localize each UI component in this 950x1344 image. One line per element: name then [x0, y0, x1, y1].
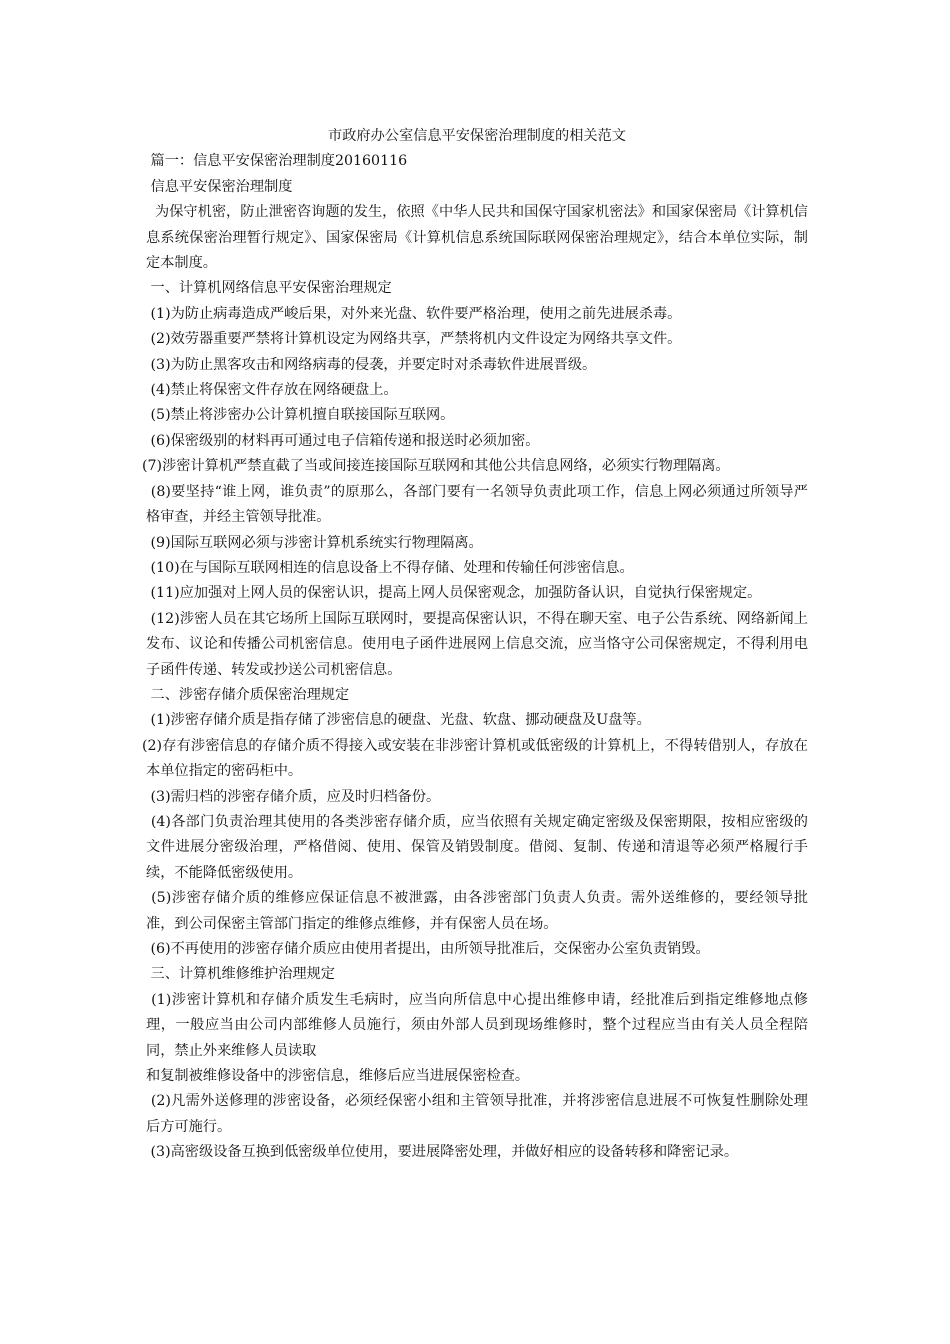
clause-1-8: (8)要坚持“谁上网，谁负责”的原那么，各部门要有一名领导负责此项工作，信息上网必须通过所领导严格审查，并经主管领导批准。: [146, 483, 808, 526]
clause-2-2: (2)存有涉密信息的存储介质不得接入或安装在非涉密计算机或低密级的计算机上，不得转借别人，存放在本单位指定的密码柜中。: [142, 737, 808, 780]
intro-paragraph: 为保守机密，防止泄密咨询题的发生，依照《中华人民共和国保守国家机密法》和国家保密局《计算机信息系统保密治理暂行规定》、国家保密局《计算机信息系统国际联网保密治理规定》，结合本单位实际，制定本制度。: [146, 204, 808, 272]
clause-3-1: (1)涉密计算机和存储介质发生毛病时，应当向所信息中心提出维修申请，经批准后到指定维修地点修理，一般应当由公司内部维修人员施行，须由外部人员到现场维修时，整个过程应当由有关人员全程陪同，禁止外来维修人员读取: [146, 991, 808, 1059]
clause-3-1-continued: 和复制被维修设备中的涉密信息，维修后应当进展保密检查。: [146, 1068, 530, 1085]
document-title: 市政府办公室信息平安保密治理制度的相关范文: [328, 128, 626, 144]
clause-1-9: (9)国际互联网必须与涉密计算机系统实行物理隔离。: [146, 534, 483, 551]
clause-1-1: (1)为防止病毒造成严峻后果，对外来光盘、软件要严格治理，使用之前先进展杀毒。: [146, 305, 682, 322]
clause-2-4: (4)各部门负责治理其使用的各类涉密存储介质，应当依照有关规定确定密级及保密期限，按相应密级的文件进展分密级治理，严格借阅、使用、保管及销毁制度。借阅、复制、传递和清退等必须严格履行手续，不能降低密级使用。: [146, 813, 808, 881]
clause-1-3: (3)为防止黑客攻击和网络病毒的侵袭，并要定时对杀毒软件进展晋级。: [146, 356, 597, 373]
clause-1-12: (12)涉密人员在其它场所上国际互联网时，要提高保密认识，不得在聊天室、电子公告系统、网络新闻上发布、议论和传播公司机密信息。使用电子函件进展网上信息交流，应当恪守公司保密规定，不得利用电子函件传递、转发或抄送公司机密信息。: [146, 610, 808, 678]
clause-2-1: (1)涉密存储介质是指存储了涉密信息的硬盘、光盘、软盘、挪动硬盘及U盘等。: [146, 712, 651, 729]
regulation-title: 信息平安保密治理制度: [146, 178, 293, 195]
clause-1-6: (6)保密级别的材料再可通过电子信箱传递和报送时必须加密。: [146, 432, 540, 449]
clause-2-3: (3)需归档的涉密存储介质，应及时归档备份。: [146, 788, 441, 805]
document-body: [142, 124, 808, 1166]
clause-1-2: (2)效劳器重要严禁将计算机设定为网络共享，严禁将机内文件设定为网络共享文件。: [146, 331, 682, 348]
clause-3-3: (3)高密级设备互换到低密级单位使用，要进展降密处理，并做好相应的设备转移和降密记录。: [146, 1144, 739, 1161]
clause-1-7: (7)涉密计算机严禁直截了当或间接连接国际互联网和其他公共信息网络，必须实行物理隔离。: [142, 458, 730, 475]
section-heading-3: 三、计算机维修维护治理规定: [146, 966, 335, 983]
section-heading-1: 一、计算机网络信息平安保密治理规定: [146, 280, 392, 297]
clause-1-4: (4)禁止将保密文件存放在网络硬盘上。: [146, 382, 398, 399]
clause-1-10: (10)在与国际互联网相连的信息设备上不得存储、处理和传输任何涉密信息。: [146, 559, 634, 576]
clause-1-11: (11)应加强对上网人员的保密认识，提高上网人员保密观念，加强防备认识，自觉执行保密规定。: [146, 585, 762, 602]
clause-3-2: (2)凡需外送修理的涉密设备，必须经保密小组和主管领导批准，并将涉密信息进展不可恢复性删除处理后方可施行。: [146, 1093, 808, 1135]
article-heading: 篇一：信息平安保密治理制度20160116: [146, 153, 408, 170]
clause-1-5: (5)禁止将涉密办公计算机擅自联接国际互联网。: [146, 407, 455, 424]
clause-2-5: (5)涉密存储介质的维修应保证信息不被泄露，由各涉密部门负责人负责。需外送维修的，要经领导批准，到公司保密主管部门指定的维修点维修，并有保密人员在场。: [146, 890, 808, 932]
section-heading-2: 二、涉密存储介质保密治理规定: [146, 686, 350, 703]
clause-2-6: (6)不再使用的涉密存储介质应由使用者提出，由所领导批准后，交保密办公室负责销毁。: [146, 941, 710, 957]
